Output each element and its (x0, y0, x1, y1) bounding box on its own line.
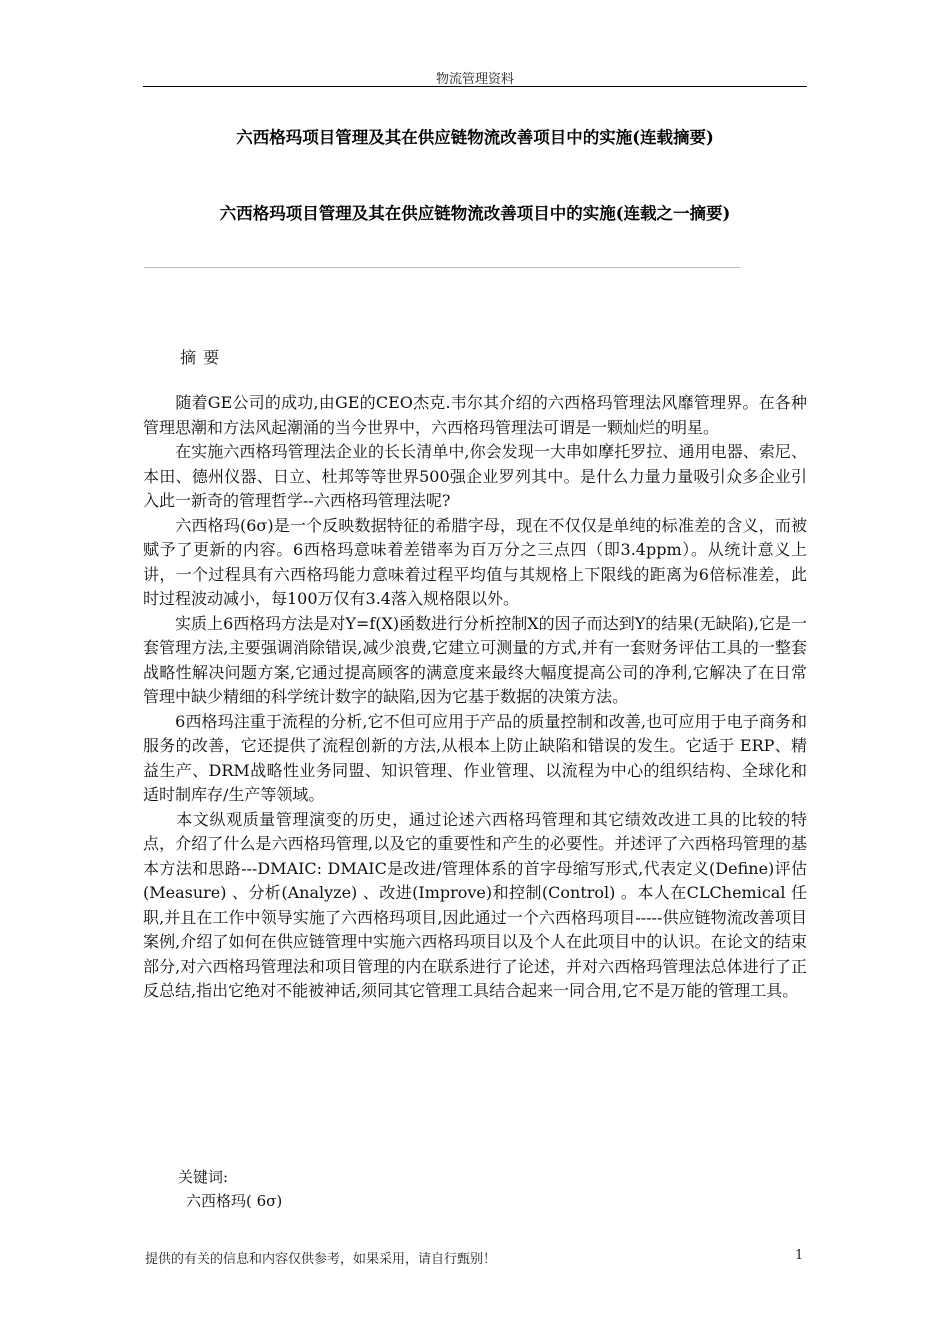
page-number: 1 (795, 1248, 804, 1263)
paragraph: 随着GE公司的成功,由GE的CEO杰克.韦尔其介绍的六西格玛管理法风靡管理界。在各种管理思潮和方法风起潮涌的当今世界中，六西格玛管理法可谓是一颗灿烂的明星。 (143, 393, 807, 437)
document-subtitle: 六西格玛项目管理及其在供应链物流改善项目中的实施(连载之一摘要) (219, 204, 731, 223)
running-header: 物流管理资料 (435, 72, 514, 87)
paragraph: 实质上6西格玛方法是对Y=f(X)函数进行分析控制X的因子而达到Y的结果(无缺陷),它是一套管理方法,主要强调消除错误,减少浪费,它建立可测量的方式,并有一套财务评估工具的一整套战略性解决问题方案,它通过提高顾客的满意度来最终大幅度提高公司的净利,它解决了在日常管理中缺少精细的科学统计数字的缺陷,因为它基于数据的决策方法。 (143, 613, 807, 706)
paragraph: 在实施六西格玛管理法企业的长长清单中,你会发现一大串如摩托罗拉、通用电器、索尼、本田、德州仪器、日立、杜邦等等世界500强企业罗列其中。是什么力量力量吸引众多企业引入此一新奇的管理哲学--六西格玛管理法呢? (143, 442, 807, 510)
keyword-item: 六西格玛( 6σ) (186, 1192, 283, 1210)
keywords-label: 关键词: (178, 1168, 229, 1186)
footer-disclaimer: 提供的有关的信息和内容仅供参考，如果采用，请自行甄别！ (145, 1252, 497, 1267)
paragraph: 六西格玛(6σ)是一个反映数据特征的希腊字母，现在不仅仅是单纯的标准差的含义，而被赋予了更新的内容。6西格玛意味着差错率为百万分之三点四（即3.4ppm）。从统计意义上讲，一个过程具有六西格玛能力意味着过程平均值与其规格上下限线的距离为6倍标准差，此时过程波动减小，每100万仅有3.4落入规格限以外。 (143, 515, 807, 608)
paragraph: 6西格玛注重于流程的分析,它不但可应用于产品的质量控制和改善,也可应用于电子商务和服务的改善，它还提供了流程创新的方法,从根本上防止缺陷和错误的发生。它适于 ERP、精益生产、DRM战略性业务同盟、知识管理、作业管理、以流程为中心的组织结构、全球化和适时制库存/生产等领域。 (143, 711, 807, 804)
section-divider (144, 267, 740, 268)
header-rule (143, 86, 807, 87)
abstract-body (143, 391, 807, 1004)
paragraph: 本文纵观质量管理演变的历史，通过论述六西格玛管理和其它绩效改进工具的比较的特点，介绍了什么是六西格玛管理,以及它的重要性和产生的必要性。并述评了六西格玛管理的基本方法和思路---DMAIC: DMAIC是改进/管理体系的首字母缩写形式,代表定义(Define)评估(Measure) 、分析(Analyze) 、改进(Improve)和控制(Control) 。本人在CLChemical 任职,并且在工作中领导实施了六西格玛项目,因此通过一个六西格玛项目-----供应链物流改善项目案例,介绍了如何在供应链管理中实施六西格玛项目以及个人在此项目中的认识。在论文的结束部分,对六西格玛管理法和项目管理的内在联系进行了论述，并对六西格玛管理法总体进行了正反总结,指出它绝对不能被神话,须同其它管理工具结合起来一同合用,它不是万能的管理工具。 (143, 809, 807, 1000)
document-title: 六西格玛项目管理及其在供应链物流改善项目中的实施(连载摘要) (236, 128, 714, 147)
abstract-heading: 摘 要 (180, 348, 221, 367)
